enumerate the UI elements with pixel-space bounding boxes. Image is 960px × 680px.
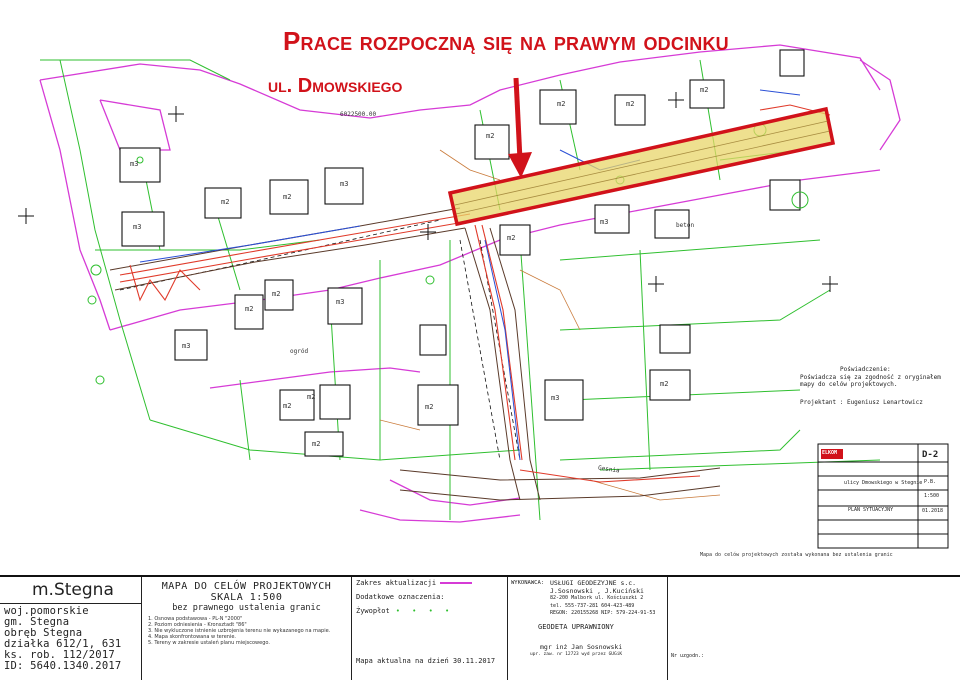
contractor-label: WYKONAWCA: — [511, 580, 545, 586]
map-subtitle: bez prawnego ustalenia granic — [172, 603, 321, 613]
contractor-address: 82-200 Malbork ul. Kościuszki 2 — [550, 595, 644, 601]
building-label: m3 — [340, 180, 349, 188]
surveyor-license: upr. zaw. nr 12723 wyd przez GUGiK — [530, 652, 623, 657]
location-line: działka 612/1, 631 — [4, 638, 122, 650]
map-title: MAPA DO CELÓW PROJEKTOWYCH — [161, 581, 332, 592]
certification-block — [800, 366, 941, 406]
location-line: gm. Stegna — [4, 616, 70, 628]
legend-hedge-label: Żywopłot — [356, 607, 390, 615]
headline-street: ul. Dmowskiego — [268, 75, 403, 97]
contractor-cell — [508, 577, 668, 680]
project-date: 01.2018 — [922, 508, 944, 514]
map-note: 1. Osnowa podstawowa - PL-N "2000" — [148, 616, 243, 622]
map-note: 4. Mapa skonfrontowana w terenie. — [148, 634, 237, 640]
legend-update-line — [440, 582, 472, 584]
building-label: m2 — [486, 132, 495, 140]
surveyor-name: mgr inż Jan Sosnowski — [540, 643, 623, 651]
headline-title: Prace rozpoczną się na prawym odcinku — [283, 26, 729, 56]
map-scale: SKALA 1:500 — [210, 592, 283, 603]
building-label: m3 — [182, 342, 191, 350]
contractor-ids: REGON: 220155268 NIP: 579-224-91-53 — [550, 610, 656, 616]
location-line: ID: 5640.1340.2017 — [4, 660, 122, 672]
map-note: 2. Poziom odniesienia - Kronsztadt "86" — [148, 622, 247, 628]
elkom-logo: ELKOM — [822, 450, 838, 456]
map-note: 3. Nie wykluczone istnienie uzbrojenia terenu nie wykazanego na mapie. — [148, 628, 331, 634]
location-title: m.Stegna — [32, 580, 114, 600]
location-line: ks. rob. 112/2017 — [4, 649, 115, 661]
legend-cell — [352, 577, 508, 680]
building-label: m2 — [557, 100, 566, 108]
drawing-number: D-2 — [922, 450, 939, 460]
contractor-phone: tel. 555-737-281 604-423-489 — [550, 602, 635, 609]
surveyor-title: GEODETA UPRAWNIONY — [538, 623, 614, 631]
contractor-name: USŁUGI GEODEZYJNE s.c. — [550, 579, 637, 587]
certification-line: Poświadczenie: — [840, 366, 891, 373]
building-label: m2 — [272, 290, 281, 298]
building-label: m2 — [283, 402, 292, 410]
building-label: m2 — [283, 193, 292, 201]
location-line: woj.pomorskie — [4, 605, 89, 617]
location-cell — [0, 577, 142, 680]
building-label: m3 — [600, 218, 609, 226]
building-label: m2 — [221, 198, 230, 206]
project-name: ulicy Dmowskiego w Stegnie — [844, 480, 923, 486]
approval-label: Nr uzgodn.: — [671, 653, 705, 659]
title-block — [0, 575, 960, 680]
map-title-cell — [142, 577, 352, 680]
certification-line: Projektant : Eugeniusz Lenartowicz — [800, 398, 923, 406]
building-label: m2 — [660, 380, 669, 388]
certification-line: Poświadcza się za zgodność z oryginałem — [800, 373, 941, 381]
location-line: obręb Stegna — [4, 627, 83, 639]
legend-extra-label: Dodatkowe oznaczenia: — [356, 593, 445, 601]
hedge-symbol-icon: • • • • — [395, 607, 454, 615]
building-label: m3 — [336, 298, 345, 306]
building-label: m2 — [507, 234, 516, 242]
plan-title: PLAN SYTUACYJNY — [848, 507, 894, 513]
bottom-note: Mapa do celów projektowych została wykonana bez ustalenia granic — [700, 552, 893, 558]
project-scale: 1:500 — [924, 493, 940, 499]
contractor-partners: J.Sosnowski , J.Kuciński — [550, 586, 644, 595]
approvals-cell — [668, 577, 960, 680]
building-label: m2 — [700, 86, 709, 94]
map-date: Mapa aktualna na dzień 30.11.2017 — [356, 657, 496, 665]
building-label: m2 — [312, 440, 321, 448]
coordinate-label: 6022500.00 — [340, 111, 377, 118]
building-label: m2 — [425, 403, 434, 411]
legend-update-label: Zakres aktualizacji — [356, 579, 437, 587]
concrete-label: beton — [676, 222, 695, 229]
project-box — [818, 444, 948, 548]
garden-label: ogród — [290, 348, 309, 355]
building-label: m3 — [130, 160, 139, 168]
street-label-gesnia: Gesnia — [597, 464, 621, 475]
building-label: m2 — [245, 305, 254, 313]
map-note: 5. Tereny w zakresie ustaleń planu miejscowego. — [148, 640, 270, 646]
building-label: m2 — [307, 393, 316, 401]
building-label: m3 — [551, 394, 560, 402]
certification-line: mapy do celów projektowych. — [800, 381, 898, 388]
project-phase: P.B. — [924, 479, 937, 485]
building-label: m3 — [133, 223, 142, 231]
building-label: m2 — [626, 100, 635, 108]
